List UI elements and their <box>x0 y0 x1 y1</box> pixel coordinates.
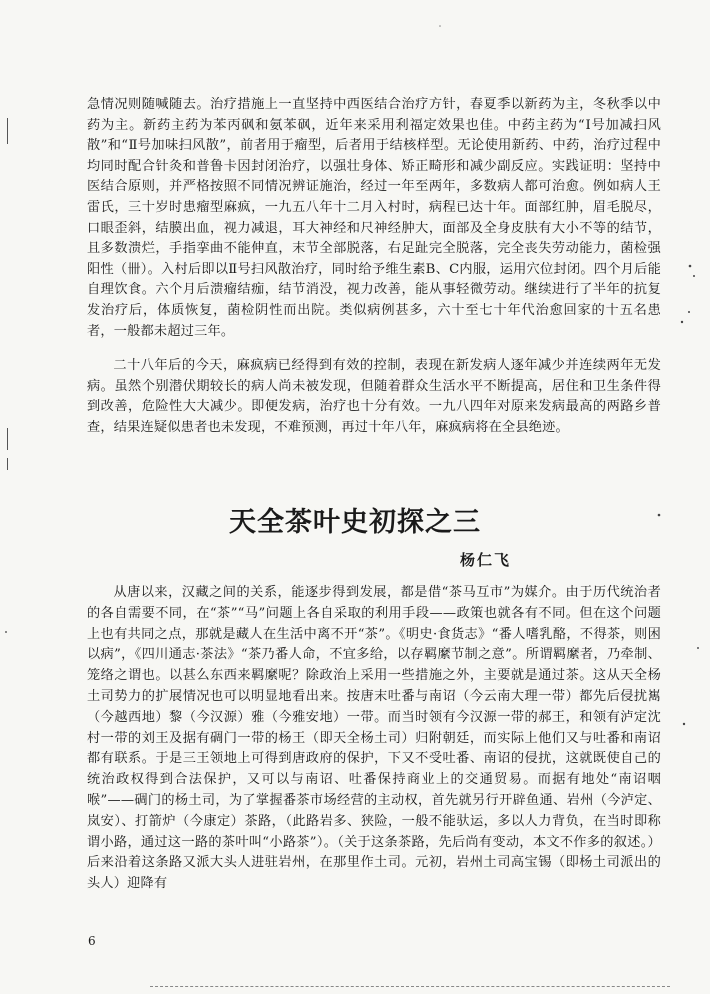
article2-paragraph-1: 从唐以来，汉藏之间的关系，能逐步得到发展，都是借“茶马互市”为媒介。由于历代统治者的各自需要不同，在“茶”“马”问题上各自采取的利用手段——政策也就各有不同。但在这个问题上也有共同之点，那就是藏人在生活中离不开“茶”。《明史·食货志》“番人嗜乳酪，不得茶，则困以病”，《四川通志·茶法》“茶乃番人命，不宜多给，以存羁縻节制之意”。所谓羁縻者，乃牵制、笼络之谓也。以甚么东西来羁縻呢？除政治上采用一些措施之外，主要就是通过茶。这从天全杨土司势力的扩展情况也可以明显地看出来。按唐末吐番与南诏（今云南大理一带）都先后侵扰嶲（今越西地）黎（今汉源）雅（今雅安地）一带。而当时领有今汉源一带的郝王，和领有泸定沈村一带的刘王及据有碉门一带的杨王（即天全杨土司）归附朝廷，而实际上他们又与吐番和南诏都有联系。于是三王领地上可得到唐政府的保护，下又不受吐番、南诏的侵扰，这就既使自己的统治政权得到合法保护，又可以与南诏、吐番保持商业上的交通贸易。而据有地处“南诏咽喉”——碉门的杨土司，为了掌握番茶市场经营的主动权，首先就另行开辟鱼通、岩州（今泸定、岚安）、打箭炉（今康定）茶路，（此路岩多、狭险，一般不能驮运，多以人力背负，在当时即称谓小路，通过这一路的茶叶叫“小路茶”）。（关于这条茶路，先后尚有变动，本文不作多的叙述。）后来沿着这条路又派大头人进驻岩州，在那里作土司。元初，岩州土司高宝锡（即杨土司派出的头人）迎降有 <box>87 585 661 892</box>
article-title: 天全茶叶史初探之三 <box>229 507 481 538</box>
article1-paragraph-1: 急情况则随喊随去。治疗措施上一直坚持中西医结合治疗方针，春夏季以新药为主，冬秋季以中药为主。新药主药为苯丙砜和氨苯砜，近年来采用利福定效果也佳。中药主药为“Ⅰ号加减扫风散”和“Ⅱ号加味扫风散”，前者用于瘤型，后者用于结核样型。无论使用新药、中药，治疗过程中均同时配合针灸和普鲁卡因封闭治疗，以强壮身体、矫正畸形和减少副反应。实践证明：坚持中医结合原则，并严格按照不同情况辨证施治，经过一年至两年，多数病人都可治愈。例如病人王雷氏，三十岁时患瘤型麻疯，一九五八年十二月入村时，病程已达十年。面部红肿，眉毛脱尽，口眼歪斜，结膜出血，视力减退，耳大神经和尺神经肿大，面部及全身皮肤有大小不等的结节，且多数溃烂，手指挛曲不能伸直，末节全部脱落，右足趾完全脱落，完全丧失劳动能力，菌检强阳性（卌）。入村后即以Ⅱ号扫风散治疗，同时给予维生素B、C内服，运用穴位封闭。四个月后能自理饮食。六个月后溃瘤结痂，结节消没，视力改善，能从事轻微劳动。继续进行了半年的抗复发治疗后，体质恢复，菌检阴性而出院。类似病例甚多，六十至七十年代治愈回家的十五名患者，一般都未超过三年。 <box>87 97 661 339</box>
article-author: 杨仁飞 <box>460 551 512 569</box>
article1-paragraph-2: 二十八年后的今天，麻疯病已经得到有效的控制，表现在新发病人逐年减少并连续两年无发病。虽然个别潜伏期较长的病人尚未被发现，但随着群众生活水平不断提高，居住和卫生条件得到改善，危险性大大减少。即便发病，治疗也十分有效。一九八四年对原来发病最高的两路乡普查，结果连疑似患者也未发现，不难预测，再过十年八年，麻疯病将在全县绝迹。 <box>87 358 661 435</box>
bottom-edge-line <box>150 986 670 988</box>
page-number: 6 <box>88 934 96 948</box>
